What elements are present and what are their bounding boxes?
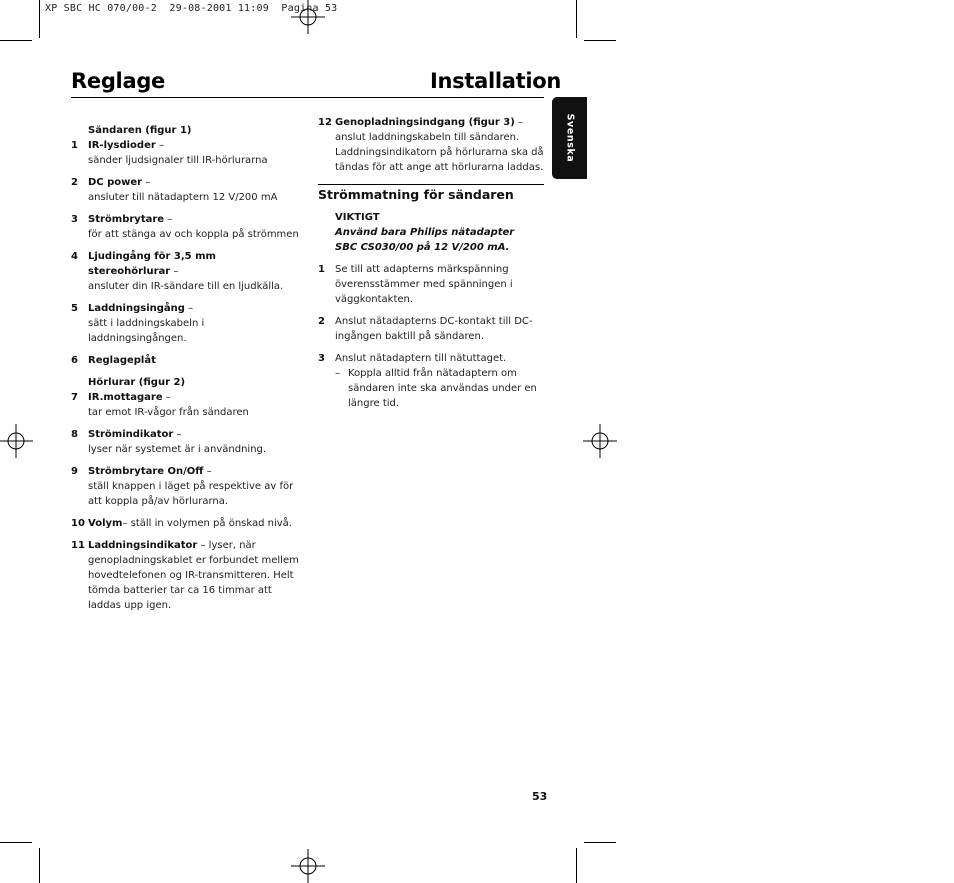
list-item — [318, 115, 544, 175]
item-term: Genopladningsindgang (figur 3) — [335, 117, 515, 128]
item-term: Laddningsindikator — [88, 540, 198, 551]
item-separator: – — [203, 466, 212, 477]
crop-mark — [39, 0, 40, 38]
item-number: 10 — [71, 518, 85, 529]
item-description: sätt i laddningskabeln i laddningsingången. — [88, 318, 205, 344]
item-term: Strömbrytare On/Off — [88, 466, 204, 477]
item-term: Strömbrytare — [88, 214, 165, 225]
step-number: 3 — [318, 353, 325, 364]
crop-mark — [0, 842, 32, 843]
section-heading — [71, 375, 301, 390]
list-item — [71, 175, 301, 205]
item-separator: – — [155, 140, 164, 151]
list-item — [71, 427, 301, 457]
step-number: 2 — [318, 316, 325, 327]
dash-glyph: – — [335, 368, 340, 379]
item-description: för att stänga av och koppla på strömmen — [88, 229, 299, 240]
item-term: Reglageplåt — [88, 355, 156, 366]
left-column — [71, 123, 301, 620]
dash-note — [335, 366, 544, 411]
registration-mark-icon — [583, 424, 617, 458]
step-item — [318, 314, 544, 344]
item-separator: – — [514, 117, 524, 128]
item-separator: – — [170, 266, 179, 277]
crop-mark — [0, 40, 32, 41]
item-description: – ställ in volymen på önskad nivå. — [122, 518, 292, 529]
important-label: VIKTIGT — [335, 212, 380, 223]
crop-mark — [576, 0, 577, 38]
item-description: sänder ljudsignaler till IR-hörlurarna — [88, 155, 268, 166]
list-item — [71, 353, 301, 368]
right-column-power — [318, 187, 544, 418]
language-tab-label: Svenska — [564, 113, 575, 163]
print-slug: XP SBC HC 070/00-2 29-08-2001 11:09 Pagina 53 — [45, 3, 338, 14]
item-term: DC power — [88, 177, 143, 188]
item-separator: – — [184, 303, 194, 314]
item-number: 1 — [71, 140, 78, 151]
list-item — [71, 301, 301, 346]
item-separator: – — [173, 429, 182, 440]
item-number: 8 — [71, 429, 78, 440]
item-description: anslut laddningskabeln till sändaren. Laddningsindikatorn på hörlurarna ska då tändas för att ange att hörlurarna laddas. — [335, 132, 544, 173]
section-rule — [318, 184, 544, 185]
step-item — [318, 262, 544, 307]
item-term: IR.mottagare — [88, 392, 163, 403]
registration-mark-icon — [0, 424, 33, 458]
item-number: 4 — [71, 251, 78, 262]
list-item — [71, 212, 301, 242]
heading-rule — [71, 97, 544, 98]
list-item — [71, 390, 301, 420]
list-item — [71, 249, 301, 294]
list-item — [71, 464, 301, 509]
item-description: ansluter till nätadaptern 12 V/200 mA — [88, 192, 278, 203]
language-tab — [552, 97, 587, 179]
step-text: Anslut nätadapterns DC-kontakt till DC-ingången baktill på sändaren. — [335, 316, 533, 342]
item-separator: – — [162, 392, 171, 403]
item-term: Strömindikator — [88, 429, 174, 440]
item-number: 7 — [71, 392, 78, 403]
page-number: 53 — [532, 790, 548, 803]
important-note — [318, 210, 544, 255]
item-number: 5 — [71, 303, 78, 314]
list-item — [71, 138, 301, 168]
list-item — [71, 516, 301, 531]
crop-mark — [576, 848, 577, 883]
step-text: Anslut nätadaptern till nätuttaget. — [335, 353, 507, 364]
item-description: – lyser, när genopladningskablet er forbundet mellem hovedtelefonen og IR-transmitteren. Helt tömda batterier tar ca 16 timmar att laddas upp igen. — [88, 540, 299, 611]
subheading: Strömmatning för sändaren — [318, 187, 514, 202]
item-number: 9 — [71, 466, 78, 477]
item-description: tar emot IR-vågor från sändaren — [88, 407, 249, 418]
step-number: 1 — [318, 264, 325, 275]
registration-mark-icon — [291, 849, 325, 883]
section-title: Hörlurar (figur 2) — [88, 377, 186, 388]
item-term: Volym — [88, 518, 123, 529]
item-number: 12 — [318, 117, 332, 128]
item-term: Laddningsingång — [88, 303, 185, 314]
step-item — [318, 351, 544, 411]
item-description: ansluter din IR-sändare till en ljudkälla. — [88, 281, 284, 292]
item-description: ställ knappen i läget på respektive av för att koppla på/av hörlurarna. — [88, 481, 294, 507]
step-text: Se till att adapterns märkspänning överensstämmer med spänningen i väggkontakten. — [335, 264, 513, 305]
heading-left: Reglage — [71, 69, 165, 93]
item-number: 2 — [71, 177, 78, 188]
important-text: Använd bara Philips nätadapter — [335, 227, 515, 238]
registration-mark-icon — [291, 0, 325, 34]
item-term: IR-lysdioder — [88, 140, 156, 151]
section-heading — [71, 123, 301, 138]
item-number: 3 — [71, 214, 78, 225]
heading-right: Installation — [430, 69, 562, 93]
important-text: SBC CS030/00 på 12 V/200 mA. — [335, 242, 510, 253]
item-number: 11 — [71, 540, 85, 551]
crop-mark — [584, 40, 616, 41]
list-item — [71, 538, 301, 613]
item-term: Ljudingång för 3,5 mm stereohörlurar — [88, 251, 216, 277]
right-column — [318, 115, 544, 181]
section-title: Sändaren (figur 1) — [88, 125, 192, 136]
item-separator: – — [164, 214, 173, 225]
item-description: lyser när systemet är i användning. — [88, 444, 267, 455]
crop-mark — [584, 842, 616, 843]
item-separator: – — [142, 177, 151, 188]
item-number: 6 — [71, 355, 78, 366]
crop-mark — [39, 848, 40, 883]
dash-note-text: Koppla alltid från nätadaptern om sändaren inte ska användas under en längre tid. — [348, 368, 537, 409]
